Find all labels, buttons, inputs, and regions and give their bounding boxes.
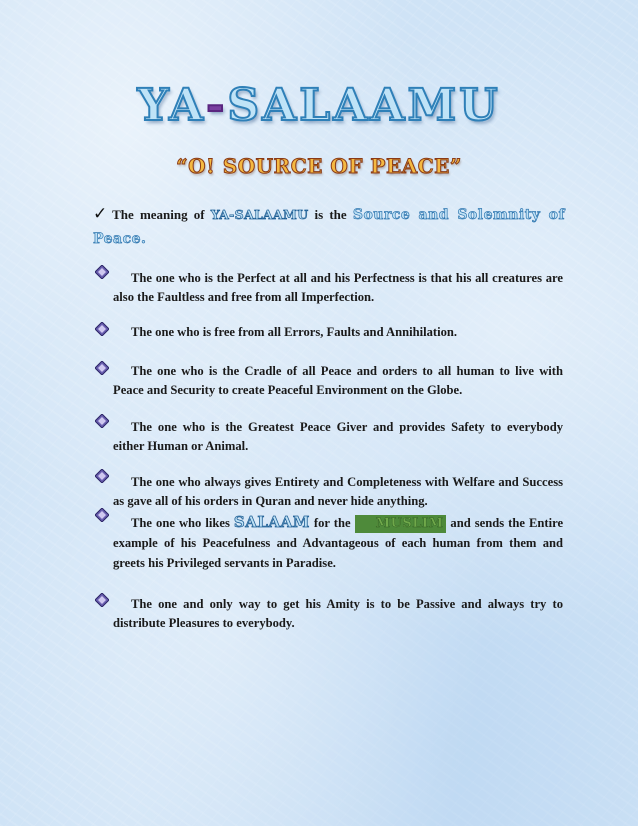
diamond-bullet-icon (95, 322, 109, 336)
diamond-bullet-icon (95, 469, 109, 483)
muslim-word: MUSLIM (355, 515, 447, 533)
list-item: The one and only way to get his Amity is to be Passive and always try to distribute Pleasures to everybody. (113, 597, 563, 630)
diamond-bullet-icon (95, 265, 109, 279)
intro-name: YA-SALAAMU (210, 207, 309, 222)
intro-accent: Source and Solemnity of Peace. (93, 207, 566, 247)
checkmark-icon: ✓ (93, 204, 111, 224)
diamond-bullet-icon (95, 593, 109, 607)
list-item: The one who is the Cradle of all Peace and orders to all human to live with Peace and Security to create Peaceful Environment on the Globe. (113, 364, 563, 397)
list-item-salaam: The one who likes SALAAM for the MUSLIM and sends the Entire example of his Peacefulness and Advantageous of each human from them and greets his Privileged servants in Paradise. (113, 513, 564, 570)
list-item: The one who is the Greatest Peace Giver and provides Safety to everybody either Human or Animal. (113, 420, 563, 453)
diamond-bullet-icon (95, 508, 109, 522)
list-item: The one who always gives Entirety and Completeness with Welfare and Success as gave all of his orders in Quran and never hide anything. (113, 475, 563, 508)
intro-paragraph: ✓ The meaning of YA-SALAAMU is the Source and Solemnity of Peace. (93, 204, 566, 247)
diamond-bullet-icon (95, 361, 109, 375)
list-item: The one who is the Perfect at all and his Perfectness is that his all creatures are also the Faultless and free from all Imperfection. (113, 271, 563, 304)
page-subtitle: “O! SOURCE OF PEACE” (176, 154, 462, 178)
salaam-word: SALAAM (233, 513, 310, 531)
diamond-bullet-icon (95, 414, 109, 428)
list-item: The one who is free from all Errors, Faults and Annihilation. (131, 325, 458, 339)
page-title: YA-SALAAMU (137, 80, 501, 131)
